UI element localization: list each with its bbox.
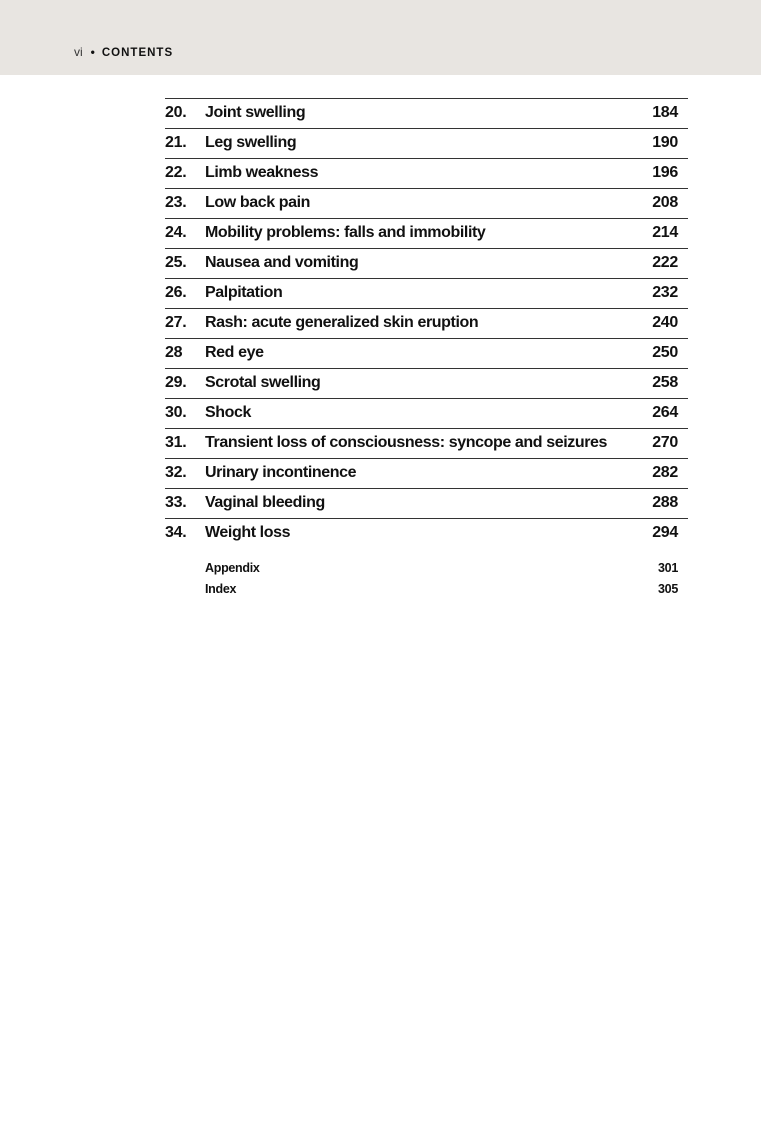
toc-entry-number: 31.	[165, 434, 187, 451]
toc-entry-title: Leg swelling	[205, 134, 297, 151]
toc-entry[interactable]	[165, 368, 688, 398]
toc-entry-page: 208	[652, 194, 678, 211]
bullet-separator: •	[90, 45, 95, 59]
toc-entry-page: 264	[652, 404, 678, 421]
toc-entry-title: Limb weakness	[205, 164, 319, 181]
section-title: CONTENTS	[101, 47, 174, 59]
toc-entry-title: Joint swelling	[205, 104, 306, 121]
back-matter-title: Index	[205, 582, 237, 596]
toc-entry-page: 190	[652, 134, 678, 151]
running-head	[74, 45, 173, 60]
toc-entry[interactable]	[165, 218, 688, 248]
toc-entry-title: Transient loss of consciousness: syncope and seizures	[205, 434, 608, 451]
toc-entry[interactable]	[165, 308, 688, 338]
toc-entry-title: Weight loss	[205, 524, 291, 541]
toc-entry-number: 23.	[165, 194, 187, 211]
toc-entry[interactable]	[165, 248, 688, 278]
toc-entry-number: 24.	[165, 224, 187, 241]
toc-entry-title: Low back pain	[205, 194, 311, 211]
toc-entry-number: 21.	[165, 134, 187, 151]
toc-entry-page: 184	[652, 104, 678, 121]
toc-entry[interactable]	[165, 338, 688, 368]
toc-entry-title: Shock	[205, 404, 252, 421]
toc-entry[interactable]	[165, 128, 688, 158]
toc-entry-title: Red eye	[205, 344, 264, 361]
toc-entry-number: 25.	[165, 254, 187, 271]
toc-entry-page: 258	[652, 374, 678, 391]
table-of-contents	[165, 98, 688, 548]
toc-entry-number: 22.	[165, 164, 187, 181]
toc-entry-title: Nausea and vomiting	[205, 254, 359, 271]
toc-entry-title: Vaginal bleeding	[205, 494, 325, 511]
toc-entry[interactable]	[165, 488, 688, 518]
toc-entry-title: Urinary incontinence	[205, 464, 357, 481]
toc-entry-number: 34.	[165, 524, 187, 541]
toc-entry[interactable]	[165, 518, 688, 548]
back-matter-entry-index[interactable]	[205, 582, 678, 603]
toc-entry-page: 282	[652, 464, 678, 481]
toc-entry-page: 250	[652, 344, 678, 361]
page-folio: vi	[74, 45, 83, 59]
toc-entry-number: 30.	[165, 404, 187, 421]
toc-entry-number: 32.	[165, 464, 187, 481]
running-header-band	[0, 0, 761, 75]
back-matter-list	[205, 561, 678, 603]
toc-entry-number: 33.	[165, 494, 187, 511]
toc-entry[interactable]	[165, 188, 688, 218]
toc-entry-page: 288	[652, 494, 678, 511]
back-matter-page: 305	[658, 582, 678, 596]
toc-entry-page: 240	[652, 314, 678, 331]
toc-entry-number: 28	[165, 344, 183, 361]
toc-entry[interactable]	[165, 278, 688, 308]
toc-entry-number: 26.	[165, 284, 187, 301]
toc-entry-title: Rash: acute generalized skin eruption	[205, 314, 479, 331]
toc-entry-page: 214	[652, 224, 678, 241]
toc-entry-page: 270	[652, 434, 678, 451]
back-matter-entry-appendix[interactable]	[205, 561, 678, 582]
toc-entry[interactable]	[165, 398, 688, 428]
toc-entry-number: 29.	[165, 374, 187, 391]
toc-entry[interactable]	[165, 428, 688, 458]
toc-entry-page: 196	[652, 164, 678, 181]
toc-entry[interactable]	[165, 458, 688, 488]
back-matter-title: Appendix	[205, 561, 260, 575]
toc-entry-page: 222	[652, 254, 678, 271]
toc-entry-page: 294	[652, 524, 678, 541]
toc-entry[interactable]	[165, 158, 688, 188]
toc-entry-title: Palpitation	[205, 284, 283, 301]
toc-entry-title: Scrotal swelling	[205, 374, 321, 391]
toc-entry[interactable]	[165, 98, 688, 128]
toc-entry-title: Mobility problems: falls and immobility	[205, 224, 486, 241]
back-matter-page: 301	[658, 561, 678, 575]
toc-entry-number: 27.	[165, 314, 187, 331]
toc-entry-page: 232	[652, 284, 678, 301]
toc-entry-number: 20.	[165, 104, 187, 121]
